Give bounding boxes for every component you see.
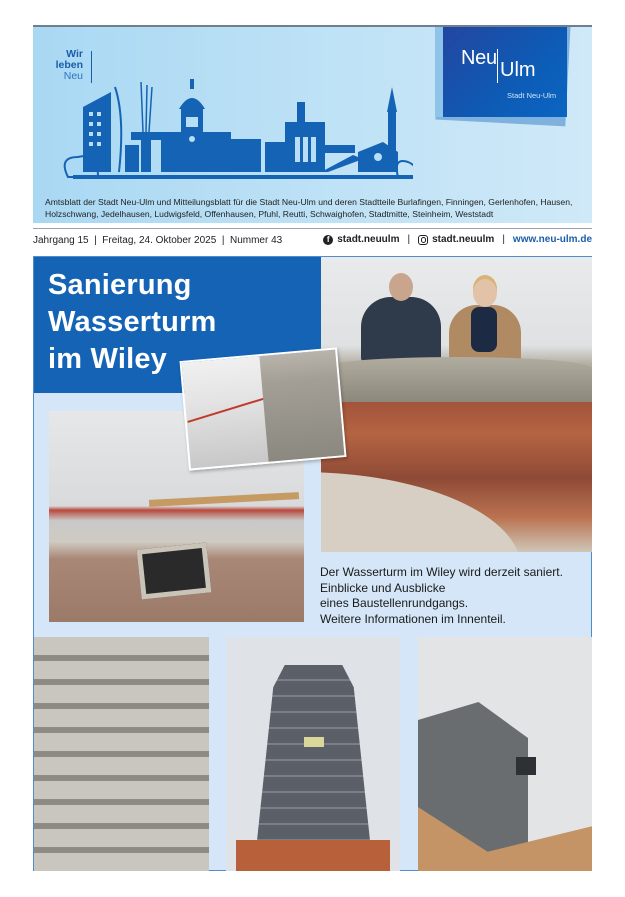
tower-base <box>236 840 390 871</box>
neu-ulm-logo[interactable] <box>443 27 567 117</box>
separator: | <box>407 234 411 245</box>
website-link[interactable]: www.neu-ulm.de <box>512 234 592 245</box>
roof-hatch <box>137 542 212 599</box>
construction-sign <box>304 737 324 747</box>
water-tower <box>256 665 371 850</box>
header-divider <box>33 228 592 229</box>
amtsblatt-description: Amtsblatt der Stadt Neu-Ulm und Mitteilungsblatt für die Stadt Neu-Ulm und deren Stadtteile Burlafingen, Finningen, Gerlenhofen, Hausen, Holzschwang, Jedelhausen, Ludwigsfeld, Offenhausen, Pfuhl, Reutti, Schwaighofen, Stadtmitte, Steinheim, Weststadt <box>45 197 573 219</box>
man-head <box>389 273 413 301</box>
city-skyline-illustration <box>53 77 413 192</box>
tower-scaffolding-photo <box>226 637 400 871</box>
logo-divider <box>497 49 498 83</box>
tower-netting-hoist-photo <box>418 637 592 871</box>
social-links <box>323 234 592 245</box>
logo-subtitle: Stadt Neu-Ulm <box>507 91 557 100</box>
logo-word-ulm: Ulm <box>500 59 536 81</box>
slogan-line-1: Wir <box>66 48 83 60</box>
scaffolding-closeup-photo <box>34 637 209 871</box>
title-line-1: Sanierung <box>48 269 192 301</box>
caption-line-3: eines Baustellenrundgangs. <box>320 596 469 610</box>
facebook-handle[interactable]: stadt.neuulm <box>337 234 400 245</box>
masthead <box>33 27 592 223</box>
caption-line-4: Weitere Informationen im Innenteil. <box>320 611 506 626</box>
concrete-pillar-railing-photo <box>180 347 347 470</box>
well-ground <box>321 472 521 552</box>
separator: | <box>502 234 505 245</box>
woman-head <box>473 279 497 307</box>
construction-hoist <box>516 757 536 775</box>
logo-word-neu: Neu <box>461 47 497 69</box>
issue-info: Jahrgang 15 | Freitag, 24. Oktober 2025 | Nummer 43 <box>33 235 283 246</box>
title-line-3: im Wiley <box>48 343 167 375</box>
caption-line-1: Der Wasserturm im Wiley wird derzeit saniert. <box>320 565 563 579</box>
cover-caption <box>320 565 563 627</box>
man-figure <box>361 297 441 362</box>
instagram-icon <box>418 235 428 245</box>
facebook-icon: f <box>323 235 333 245</box>
title-line-2: Wasserturm <box>48 306 217 338</box>
cover-story <box>33 256 592 871</box>
red-railing <box>187 398 264 423</box>
instagram-handle[interactable]: stadt.neuulm <box>432 234 495 245</box>
wooden-plank <box>149 492 299 507</box>
slogan-line-2: leben <box>55 59 83 71</box>
well-rim <box>321 357 592 402</box>
woman-scarf <box>471 307 497 352</box>
concrete-pillar <box>259 349 346 466</box>
caption-line-2: Einblicke und Ausblicke <box>320 580 446 595</box>
people-at-brick-well-photo <box>321 257 592 552</box>
slogan-line-3: Neu <box>63 70 83 82</box>
